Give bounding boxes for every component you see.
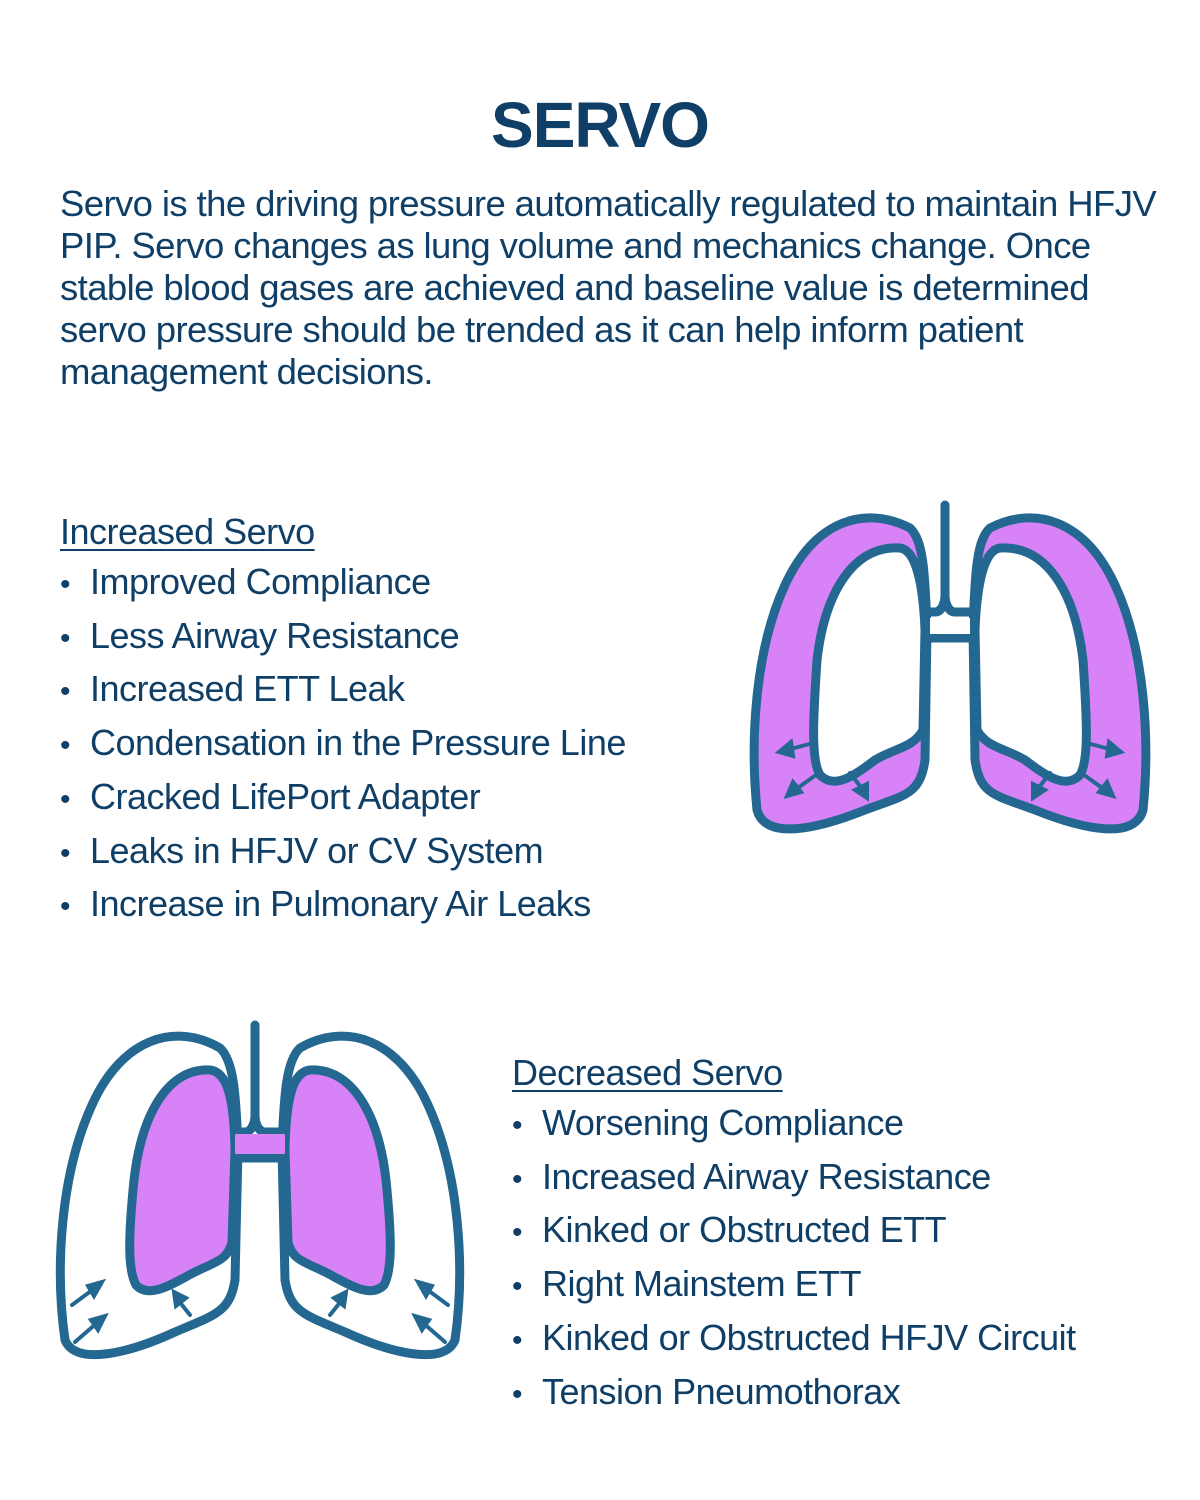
decreased-servo-list <box>512 1098 1192 1420</box>
bullet-icon: • <box>512 1270 523 1304</box>
list-item: • Improved Compliance <box>60 557 740 611</box>
list-item: • Right Mainstem ETT <box>512 1259 1192 1313</box>
list-item: • Increased ETT Leak <box>60 664 740 718</box>
intro-paragraph: Servo is the driving pressure automatically regulated to maintain HFJV PIP. Servo changes as lung volume and mechanics change. Once stable blood gases are achieved and baseline value is determined servo pressure should be trended as it can help inform patient management decisions. <box>60 183 1157 392</box>
bullet-icon: • <box>60 782 71 816</box>
list-item: • Kinked or Obstructed HFJV Circuit <box>512 1313 1192 1367</box>
list-item: • Increased Airway Resistance <box>512 1152 1192 1206</box>
bullet-icon: • <box>512 1377 523 1411</box>
lungs-compressed-icon <box>50 1010 470 1370</box>
bullet-icon: • <box>512 1162 523 1196</box>
decreased-servo-heading: Decreased Servo <box>512 1052 783 1093</box>
list-item: • Less Airway Resistance <box>60 611 740 665</box>
bullet-icon: • <box>60 836 71 870</box>
bullet-icon: • <box>512 1216 523 1250</box>
list-item: • Condensation in the Pressure Line <box>60 718 740 772</box>
list-item: • Increase in Pulmonary Air Leaks <box>60 879 740 933</box>
list-item: • Cracked LifePort Adapter <box>60 772 740 826</box>
bullet-icon: • <box>60 621 71 655</box>
increased-servo-list <box>60 557 740 933</box>
increased-servo-section <box>60 507 740 933</box>
bullet-icon: • <box>60 729 71 763</box>
bullet-icon: • <box>60 890 71 924</box>
bullet-icon: • <box>512 1109 523 1142</box>
list-item: • Kinked or Obstructed ETT <box>512 1205 1192 1259</box>
page-title: SERVO <box>491 89 709 161</box>
bullet-icon: • <box>512 1323 523 1357</box>
list-item: • Tension Pneumothorax <box>512 1367 1192 1421</box>
increased-servo-heading: Increased Servo <box>60 511 315 552</box>
bullet-icon: • <box>60 675 71 709</box>
list-item: • Leaks in HFJV or CV System <box>60 826 740 880</box>
list-item: • Worsening Compliance <box>512 1098 1192 1152</box>
lungs-deflated-icon <box>745 490 1155 850</box>
bullet-icon: • <box>60 568 71 601</box>
decreased-servo-section <box>512 1048 1192 1420</box>
